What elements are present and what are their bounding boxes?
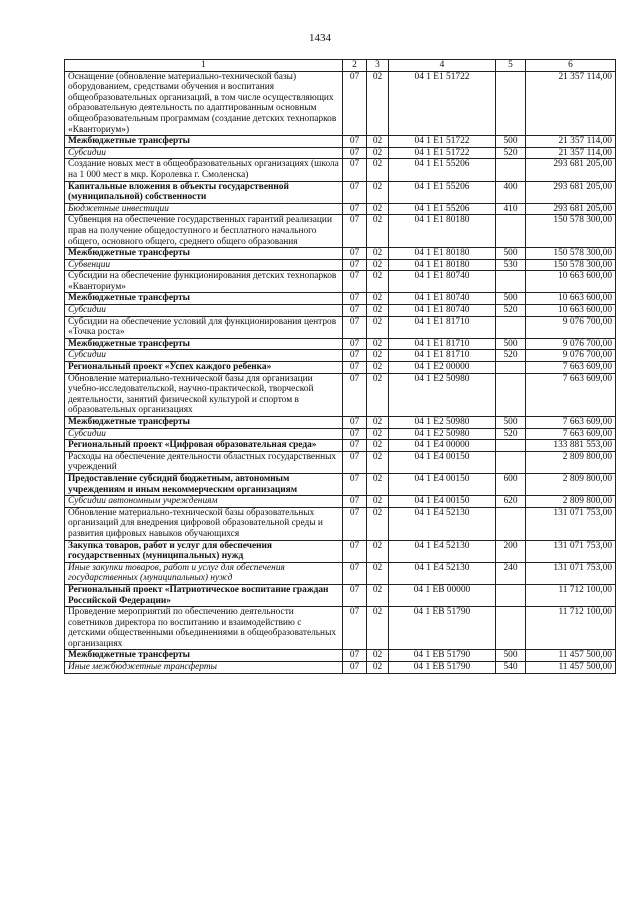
target-article-cell: 04 1 E1 80180: [389, 248, 496, 260]
row-name-cell: Капитальные вложения в объекты государственной (муниципальной) собственности: [65, 181, 343, 203]
table-row: [65, 496, 616, 508]
expense-type-cell: [496, 215, 526, 248]
target-article-cell: 04 1 E1 81710: [389, 350, 496, 362]
section-code-cell: 07: [343, 293, 367, 305]
amount-cell: 293 681 205,00: [526, 203, 616, 215]
subsection-code-cell: 02: [367, 607, 389, 650]
target-article-cell: 04 1 E1 55206: [389, 159, 496, 181]
table-row: [65, 584, 616, 606]
expense-type-cell: 500: [496, 650, 526, 662]
table-row: [65, 373, 616, 416]
expense-type-cell: [496, 159, 526, 181]
target-article-cell: 04 1 E1 55206: [389, 181, 496, 203]
expense-type-cell: [496, 362, 526, 374]
row-name-cell: Межбюджетные трансферты: [65, 248, 343, 260]
expense-type-cell: 500: [496, 136, 526, 148]
subsection-code-cell: 02: [367, 271, 389, 293]
row-name-cell: Создание новых мест в общеобразовательных организациях (школа на 1 000 мест в мкр. Королевка г. Смоленска): [65, 159, 343, 181]
table-row: [65, 650, 616, 662]
target-article-cell: 04 1 E4 00150: [389, 473, 496, 495]
amount-cell: 9 076 700,00: [526, 338, 616, 350]
target-article-cell: 04 1 E4 52130: [389, 507, 496, 540]
amount-cell: 21 357 114,00: [526, 71, 616, 136]
target-article-cell: 04 1 E1 51722: [389, 136, 496, 148]
row-name-cell: Субвенции: [65, 259, 343, 271]
target-article-cell: 04 1 E1 80740: [389, 305, 496, 317]
target-article-cell: 04 1 E1 80740: [389, 293, 496, 305]
section-code-cell: 07: [343, 362, 367, 374]
row-name-cell: Субсидии: [65, 305, 343, 317]
amount-cell: 7 663 609,00: [526, 373, 616, 416]
section-code-cell: 07: [343, 428, 367, 440]
column-header: 1: [65, 60, 343, 72]
amount-cell: 150 578 300,00: [526, 248, 616, 260]
expense-type-cell: [496, 607, 526, 650]
subsection-code-cell: 02: [367, 562, 389, 584]
target-article-cell: 04 1 EB 00000: [389, 584, 496, 606]
expense-type-cell: [496, 507, 526, 540]
target-article-cell: 04 1 E4 52130: [389, 562, 496, 584]
target-article-cell: 04 1 EB 51790: [389, 662, 496, 674]
amount-cell: 11 457 500,00: [526, 650, 616, 662]
expense-type-cell: 400: [496, 181, 526, 203]
amount-cell: 150 578 300,00: [526, 215, 616, 248]
section-code-cell: 07: [343, 181, 367, 203]
expense-type-cell: 520: [496, 350, 526, 362]
subsection-code-cell: 02: [367, 181, 389, 203]
row-name-cell: Обновление материально-технической базы для организации учебно-исследовательской, научно-практической, творческой деятельности, занятий физической культурой и спортом в образовательных организациях: [65, 373, 343, 416]
target-article-cell: 04 1 E1 80180: [389, 259, 496, 271]
expense-type-cell: 500: [496, 417, 526, 429]
subsection-code-cell: 02: [367, 159, 389, 181]
section-code-cell: 07: [343, 147, 367, 159]
page-number: 1434: [309, 32, 331, 44]
table-row: [65, 362, 616, 374]
target-article-cell: 04 1 E2 00000: [389, 362, 496, 374]
column-header: 3: [367, 60, 389, 72]
table-row: [65, 440, 616, 452]
subsection-code-cell: 02: [367, 136, 389, 148]
table-row: [65, 248, 616, 260]
amount-cell: 7 663 609,00: [526, 428, 616, 440]
amount-cell: 7 663 609,00: [526, 362, 616, 374]
subsection-code-cell: 02: [367, 203, 389, 215]
expense-type-cell: 240: [496, 562, 526, 584]
amount-cell: 11 457 500,00: [526, 662, 616, 674]
table-row: [65, 259, 616, 271]
row-name-cell: Иные межбюджетные трансферты: [65, 662, 343, 674]
section-code-cell: 07: [343, 440, 367, 452]
subsection-code-cell: 02: [367, 650, 389, 662]
subsection-code-cell: 02: [367, 473, 389, 495]
subsection-code-cell: 02: [367, 71, 389, 136]
amount-cell: 11 712 100,00: [526, 607, 616, 650]
row-name-cell: Иные закупки товаров, работ и услуг для обеспечения государственных (муниципальных) нужд: [65, 562, 343, 584]
target-article-cell: 04 1 E4 00150: [389, 451, 496, 473]
section-code-cell: 07: [343, 271, 367, 293]
expense-type-cell: 500: [496, 293, 526, 305]
amount-cell: 7 663 609,00: [526, 417, 616, 429]
amount-cell: 131 071 753,00: [526, 507, 616, 540]
row-name-cell: Межбюджетные трансферты: [65, 136, 343, 148]
target-article-cell: 04 1 E1 55206: [389, 203, 496, 215]
section-code-cell: 07: [343, 259, 367, 271]
target-article-cell: 04 1 E2 50980: [389, 428, 496, 440]
target-article-cell: 04 1 EB 51790: [389, 607, 496, 650]
amount-cell: 2 809 800,00: [526, 496, 616, 508]
table-header-row: [65, 60, 616, 72]
amount-cell: 2 809 800,00: [526, 451, 616, 473]
amount-cell: 293 681 205,00: [526, 159, 616, 181]
section-code-cell: 07: [343, 451, 367, 473]
expense-type-cell: 500: [496, 248, 526, 260]
expense-type-cell: [496, 373, 526, 416]
section-code-cell: 07: [343, 316, 367, 338]
subsection-code-cell: 02: [367, 293, 389, 305]
subsection-code-cell: 02: [367, 373, 389, 416]
section-code-cell: 07: [343, 584, 367, 606]
amount-cell: 9 076 700,00: [526, 350, 616, 362]
amount-cell: 10 663 600,00: [526, 305, 616, 317]
expense-type-cell: 520: [496, 428, 526, 440]
subsection-code-cell: 02: [367, 540, 389, 562]
expense-type-cell: [496, 271, 526, 293]
section-code-cell: 07: [343, 562, 367, 584]
table-row: [65, 316, 616, 338]
section-code-cell: 07: [343, 473, 367, 495]
section-code-cell: 07: [343, 71, 367, 136]
amount-cell: 10 663 600,00: [526, 293, 616, 305]
row-name-cell: Субсидии автономным учреждениям: [65, 496, 343, 508]
target-article-cell: 04 1 EB 51790: [389, 650, 496, 662]
table-row: [65, 215, 616, 248]
row-name-cell: Субсидии: [65, 428, 343, 440]
target-article-cell: 04 1 E1 51722: [389, 147, 496, 159]
subsection-code-cell: 02: [367, 215, 389, 248]
expense-type-cell: 540: [496, 662, 526, 674]
row-name-cell: Региональный проект «Успех каждого ребенка»: [65, 362, 343, 374]
row-name-cell: Межбюджетные трансферты: [65, 293, 343, 305]
subsection-code-cell: 02: [367, 350, 389, 362]
table-row: [65, 417, 616, 429]
column-header: 2: [343, 60, 367, 72]
target-article-cell: 04 1 E4 00150: [389, 496, 496, 508]
expense-type-cell: 500: [496, 338, 526, 350]
expense-type-cell: [496, 71, 526, 136]
row-name-cell: Межбюджетные трансферты: [65, 650, 343, 662]
expense-type-cell: 410: [496, 203, 526, 215]
row-name-cell: Субсидии на обеспечение условий для функционирования центров «Точка роста»: [65, 316, 343, 338]
table-row: [65, 338, 616, 350]
section-code-cell: 07: [343, 507, 367, 540]
table-row: [65, 428, 616, 440]
row-name-cell: Субвенция на обеспечение государственных гарантий реализации прав на получение общедоступного и бесплатного начального общего, основного общего, среднего общего образования: [65, 215, 343, 248]
amount-cell: 10 663 600,00: [526, 271, 616, 293]
section-code-cell: 07: [343, 350, 367, 362]
subsection-code-cell: 02: [367, 147, 389, 159]
amount-cell: 131 071 753,00: [526, 540, 616, 562]
expense-type-cell: 620: [496, 496, 526, 508]
target-article-cell: 04 1 E1 80180: [389, 215, 496, 248]
table-row: [65, 293, 616, 305]
table-row: [65, 181, 616, 203]
table-row: [65, 305, 616, 317]
amount-cell: 133 881 553,00: [526, 440, 616, 452]
section-code-cell: 07: [343, 662, 367, 674]
subsection-code-cell: 02: [367, 440, 389, 452]
amount-cell: 21 357 114,00: [526, 147, 616, 159]
target-article-cell: 04 1 E2 50980: [389, 373, 496, 416]
section-code-cell: 07: [343, 215, 367, 248]
subsection-code-cell: 02: [367, 362, 389, 374]
amount-cell: 21 357 114,00: [526, 136, 616, 148]
subsection-code-cell: 02: [367, 248, 389, 260]
subsection-code-cell: 02: [367, 417, 389, 429]
budget-table: [64, 59, 616, 674]
row-name-cell: Межбюджетные трансферты: [65, 417, 343, 429]
row-name-cell: Межбюджетные трансферты: [65, 338, 343, 350]
table-row: [65, 136, 616, 148]
section-code-cell: 07: [343, 607, 367, 650]
row-name-cell: Региональный проект «Патриотическое воспитание граждан Российской Федерации»: [65, 584, 343, 606]
column-header: 5: [496, 60, 526, 72]
amount-cell: 150 578 300,00: [526, 259, 616, 271]
row-name-cell: Оснащение (обновление материально-технической базы) оборудованием, средствами обучения и воспитания общеобразовательных организаций, в том числе осуществляющих образовательную деятельность по адаптированным основным общеобразовательным программам (создание детских технопарков «Кванториум»): [65, 71, 343, 136]
amount-cell: 9 076 700,00: [526, 316, 616, 338]
section-code-cell: 07: [343, 417, 367, 429]
expense-type-cell: [496, 316, 526, 338]
expense-type-cell: 530: [496, 259, 526, 271]
table-row: [65, 662, 616, 674]
subsection-code-cell: 02: [367, 584, 389, 606]
expense-type-cell: [496, 584, 526, 606]
row-name-cell: Расходы на обеспечение деятельности областных государственных учреждений: [65, 451, 343, 473]
section-code-cell: 07: [343, 248, 367, 260]
section-code-cell: 07: [343, 203, 367, 215]
amount-cell: 2 809 800,00: [526, 473, 616, 495]
section-code-cell: 07: [343, 496, 367, 508]
expense-type-cell: 520: [496, 147, 526, 159]
section-code-cell: 07: [343, 159, 367, 181]
subsection-code-cell: 02: [367, 507, 389, 540]
section-code-cell: 07: [343, 136, 367, 148]
subsection-code-cell: 02: [367, 496, 389, 508]
section-code-cell: 07: [343, 540, 367, 562]
expense-type-cell: 200: [496, 540, 526, 562]
subsection-code-cell: 02: [367, 338, 389, 350]
section-code-cell: 07: [343, 305, 367, 317]
target-article-cell: 04 1 E1 81710: [389, 316, 496, 338]
table-row: [65, 607, 616, 650]
table-row: [65, 562, 616, 584]
table-row: [65, 203, 616, 215]
expense-type-cell: [496, 451, 526, 473]
section-code-cell: 07: [343, 373, 367, 416]
subsection-code-cell: 02: [367, 305, 389, 317]
column-header: 4: [389, 60, 496, 72]
target-article-cell: 04 1 E4 00000: [389, 440, 496, 452]
column-header: 6: [526, 60, 616, 72]
target-article-cell: 04 1 E1 81710: [389, 338, 496, 350]
row-name-cell: Субсидии на обеспечение функционирования детских технопарков «Кванториум»: [65, 271, 343, 293]
row-name-cell: Обновление материально-технической базы образовательных организаций для внедрения цифровой образовательной среды и развития цифровых навыков обучающихся: [65, 507, 343, 540]
subsection-code-cell: 02: [367, 259, 389, 271]
expense-type-cell: 600: [496, 473, 526, 495]
row-name-cell: Региональный проект «Цифровая образовательная среда»: [65, 440, 343, 452]
expense-type-cell: 520: [496, 305, 526, 317]
subsection-code-cell: 02: [367, 428, 389, 440]
subsection-code-cell: 02: [367, 451, 389, 473]
table-row: [65, 540, 616, 562]
subsection-code-cell: 02: [367, 662, 389, 674]
table-row: [65, 473, 616, 495]
row-name-cell: Предоставление субсидий бюджетным, автономным учреждениям и иным некоммерческим организациям: [65, 473, 343, 495]
row-name-cell: Проведение мероприятий по обеспечению деятельности советников директора по воспитанию и взаимодействию с детскими общественными объединениями в общеобразовательных организациях: [65, 607, 343, 650]
subsection-code-cell: 02: [367, 316, 389, 338]
table-row: [65, 271, 616, 293]
row-name-cell: Субсидии: [65, 147, 343, 159]
table-row: [65, 451, 616, 473]
amount-cell: 293 681 205,00: [526, 181, 616, 203]
table-row: [65, 147, 616, 159]
target-article-cell: 04 1 E2 50980: [389, 417, 496, 429]
expense-type-cell: [496, 440, 526, 452]
table-row: [65, 507, 616, 540]
row-name-cell: Закупка товаров, работ и услуг для обеспечения государственных (муниципальных) нужд: [65, 540, 343, 562]
target-article-cell: 04 1 E4 52130: [389, 540, 496, 562]
table-row: [65, 71, 616, 136]
row-name-cell: Субсидии: [65, 350, 343, 362]
section-code-cell: 07: [343, 338, 367, 350]
table-row: [65, 350, 616, 362]
table-body: [65, 71, 616, 673]
row-name-cell: Бюджетные инвестиции: [65, 203, 343, 215]
table-row: [65, 159, 616, 181]
target-article-cell: 04 1 E1 51722: [389, 71, 496, 136]
amount-cell: 131 071 753,00: [526, 562, 616, 584]
amount-cell: 11 712 100,00: [526, 584, 616, 606]
target-article-cell: 04 1 E1 80740: [389, 271, 496, 293]
section-code-cell: 07: [343, 650, 367, 662]
